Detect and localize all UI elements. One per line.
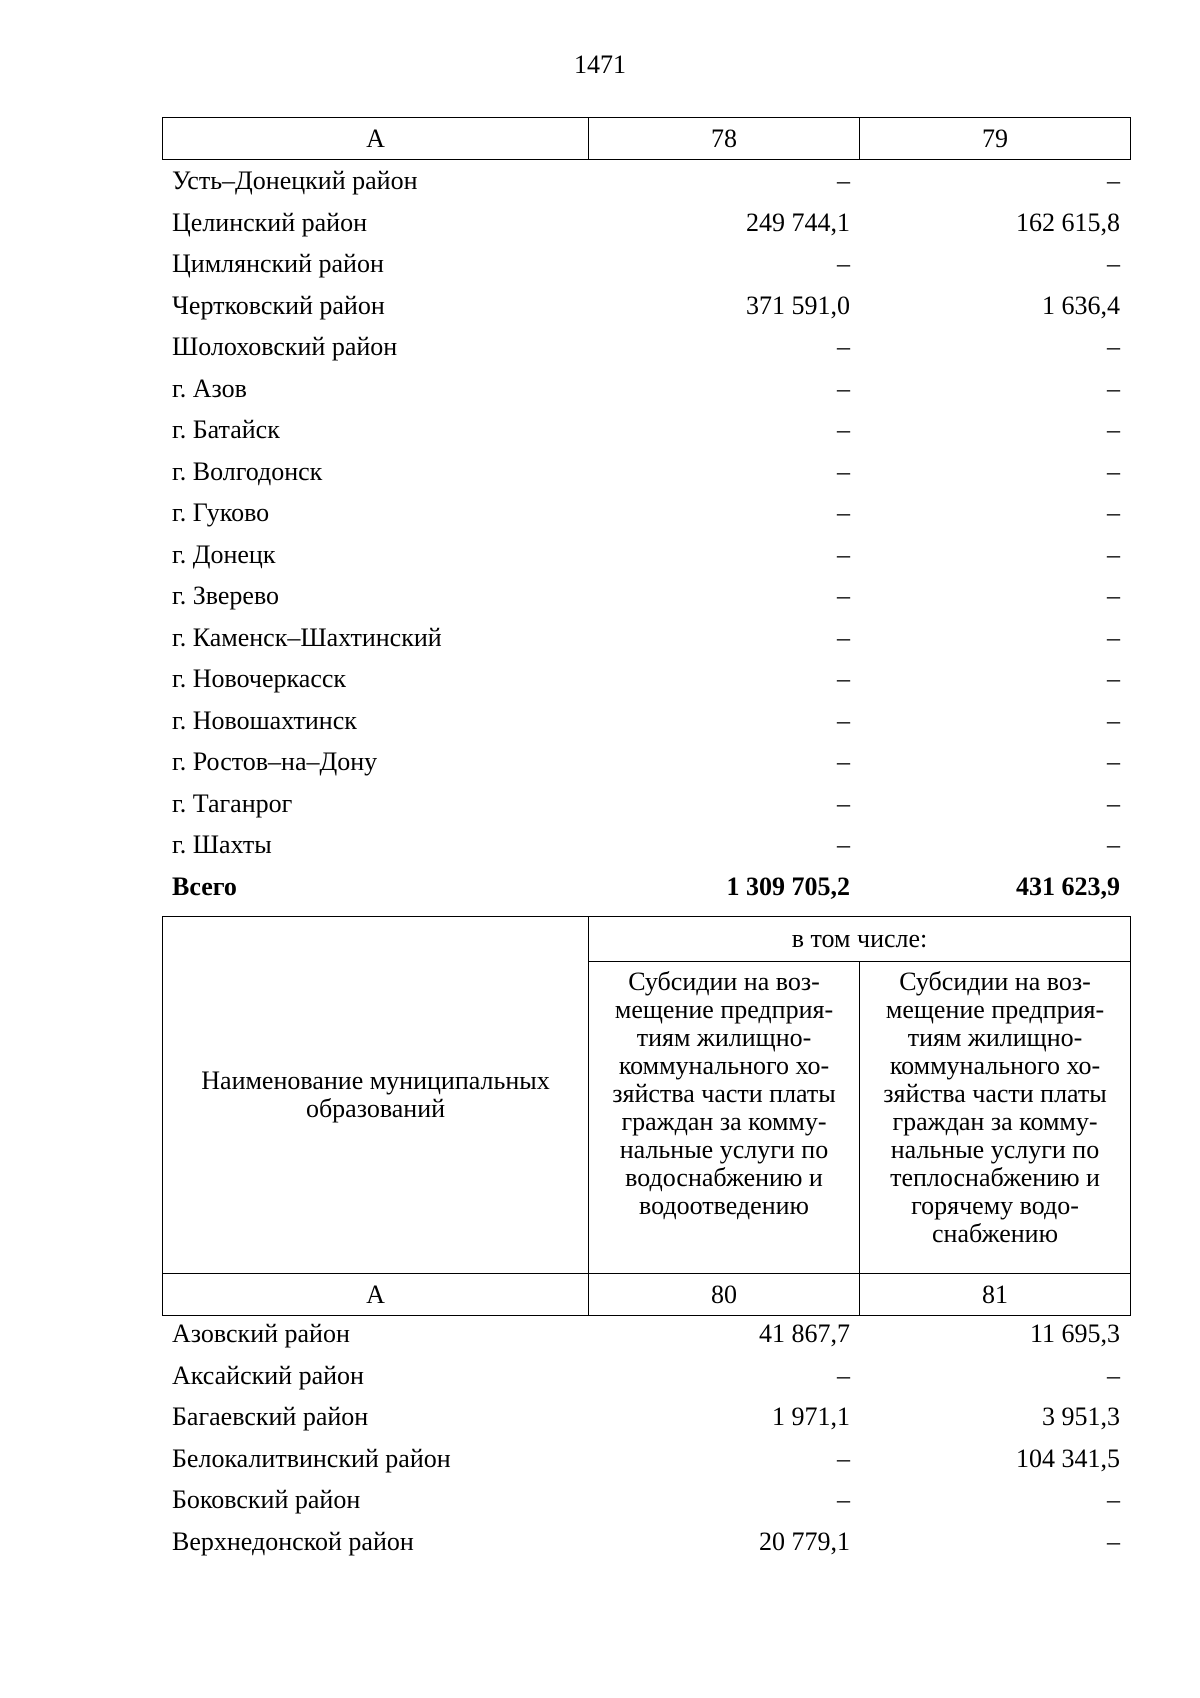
table-row (162, 285, 1130, 327)
row-value-81: 3 951,3 (1042, 1402, 1120, 1431)
table1-header-col-b: 78 (589, 118, 860, 160)
row-value-78: – (837, 166, 850, 195)
row-value-78: – (837, 373, 850, 403)
row-name: Аксайский район (172, 1360, 364, 1390)
table-row (162, 783, 1130, 825)
row-name: Чертковский район (172, 290, 385, 320)
row-value-79: – (1107, 581, 1120, 610)
table-row (162, 1479, 1130, 1521)
row-value-81: – (1107, 1526, 1120, 1556)
row-name: г. Донецк (172, 539, 276, 569)
row-value-80: 20 779,1 (759, 1526, 850, 1556)
total-row (162, 866, 1130, 908)
row-value-79: – (1107, 373, 1120, 403)
row-name: г. Новошахтинск (172, 705, 357, 735)
table-row (162, 658, 1130, 700)
table-row (162, 451, 1130, 493)
row-name: Целинский район (172, 207, 367, 237)
row-value-80: 1 971,1 (772, 1402, 850, 1431)
row-value-78: – (837, 332, 850, 361)
table1-header-col-a: А (163, 118, 589, 160)
row-name: г. Новочеркасск (172, 664, 347, 693)
row-name: Усть–Донецкий район (172, 166, 418, 195)
row-value-79: 1 636,4 (1042, 290, 1120, 320)
row-name: г. Зверево (172, 581, 280, 610)
row-value-80: – (837, 1360, 850, 1390)
table2-header-col-c-desc: Субсидии на воз-мещение предприя-тиям жилищно-коммунального хо-зяйства части платы граждан за комму-нальные услуги по теплоснабжению и горячему водо-снабжению (860, 962, 1131, 1274)
row-value-79: – (1107, 249, 1120, 278)
row-name: г. Таганрог (172, 788, 293, 818)
total-label: Всего (172, 871, 237, 901)
table2-header-col-b-desc: Субсидии на воз-мещение предприя-тиям жилищно-коммунального хо-зяйства части платы граждан за комму-нальные услуги по водоснабжению и водоотведению (589, 962, 860, 1274)
row-name: Шолоховский район (172, 332, 398, 361)
row-name: г. Азов (172, 373, 247, 403)
row-value-80: – (837, 1485, 850, 1514)
row-value-78: – (837, 498, 850, 527)
row-value-78: – (837, 664, 850, 693)
row-name: г. Батайск (172, 415, 280, 444)
row-value-80: 41 867,7 (759, 1319, 850, 1348)
table2-header-col-b: 80 (589, 1274, 860, 1316)
table-row (162, 1521, 1130, 1563)
table2-header (162, 916, 1131, 1316)
row-name: Боковский район (172, 1485, 361, 1514)
row-value-79: – (1107, 539, 1120, 569)
table-row (162, 824, 1130, 866)
table-row (162, 243, 1130, 285)
table-row (162, 368, 1130, 410)
row-value-79: – (1107, 830, 1120, 859)
row-value-81: – (1107, 1485, 1120, 1514)
total-value-79: 431 623,9 (1016, 871, 1120, 901)
table-row (162, 1313, 1130, 1355)
row-value-79: – (1107, 705, 1120, 735)
table-row (162, 326, 1130, 368)
row-name: Багаевский район (172, 1402, 369, 1431)
row-value-79: – (1107, 456, 1120, 486)
row-value-79: – (1107, 498, 1120, 527)
row-name: Азовский район (172, 1319, 350, 1348)
row-value-79: – (1107, 747, 1120, 776)
row-value-79: – (1107, 622, 1120, 652)
table-row (162, 160, 1130, 202)
row-name: г. Каменск–Шахтинский (172, 622, 442, 652)
table-row (162, 409, 1130, 451)
row-value-81: – (1107, 1360, 1120, 1390)
table-row (162, 1396, 1130, 1438)
row-value-79: – (1107, 664, 1120, 693)
row-value-78: – (837, 830, 850, 859)
row-value-80: – (837, 1443, 850, 1473)
row-value-79: – (1107, 788, 1120, 818)
table2-header-group: в том числе: (589, 917, 1131, 962)
table-row (162, 741, 1130, 783)
row-name: г. Волгодонск (172, 456, 323, 486)
table1-header (162, 117, 1131, 160)
row-value-78: – (837, 747, 850, 776)
table2-header-col-a: А (163, 1274, 589, 1316)
row-value-78: – (837, 456, 850, 486)
row-value-79: – (1107, 415, 1120, 444)
row-value-78: – (837, 705, 850, 735)
row-name: г. Ростов–на–Дону (172, 747, 378, 776)
row-value-79: 162 615,8 (1016, 207, 1120, 237)
row-name: Белокалитвинский район (172, 1443, 451, 1473)
table2-body (162, 1313, 1130, 1562)
row-value-78: – (837, 249, 850, 278)
row-name: Цимлянский район (172, 249, 384, 278)
row-value-78: – (837, 415, 850, 444)
row-value-78: 371 591,0 (746, 290, 850, 320)
row-value-78: 249 744,1 (746, 207, 850, 237)
row-value-78: – (837, 581, 850, 610)
table1-body (162, 160, 1130, 907)
table-row (162, 700, 1130, 742)
table-row (162, 492, 1130, 534)
table1-header-col-c: 79 (860, 118, 1131, 160)
table2-header-col-c: 81 (860, 1274, 1131, 1316)
page-number: 1471 (574, 50, 626, 79)
total-value-78: 1 309 705,2 (726, 871, 850, 901)
row-value-78: – (837, 539, 850, 569)
table-row (162, 202, 1130, 244)
row-value-79: – (1107, 166, 1120, 195)
row-name: г. Шахты (172, 830, 272, 859)
table-row (162, 534, 1130, 576)
table-row (162, 1438, 1130, 1480)
row-value-81: 104 341,5 (1016, 1443, 1120, 1473)
row-name: г. Гуково (172, 498, 270, 527)
row-value-81: 11 695,3 (1029, 1319, 1120, 1348)
row-value-78: – (837, 788, 850, 818)
table-row (162, 1355, 1130, 1397)
table-row (162, 617, 1130, 659)
row-value-78: – (837, 622, 850, 652)
table2-header-name-column: Наименование муниципальных образований (163, 917, 589, 1274)
table-row (162, 575, 1130, 617)
row-value-79: – (1107, 332, 1120, 361)
row-name: Верхнедонской район (172, 1526, 414, 1556)
